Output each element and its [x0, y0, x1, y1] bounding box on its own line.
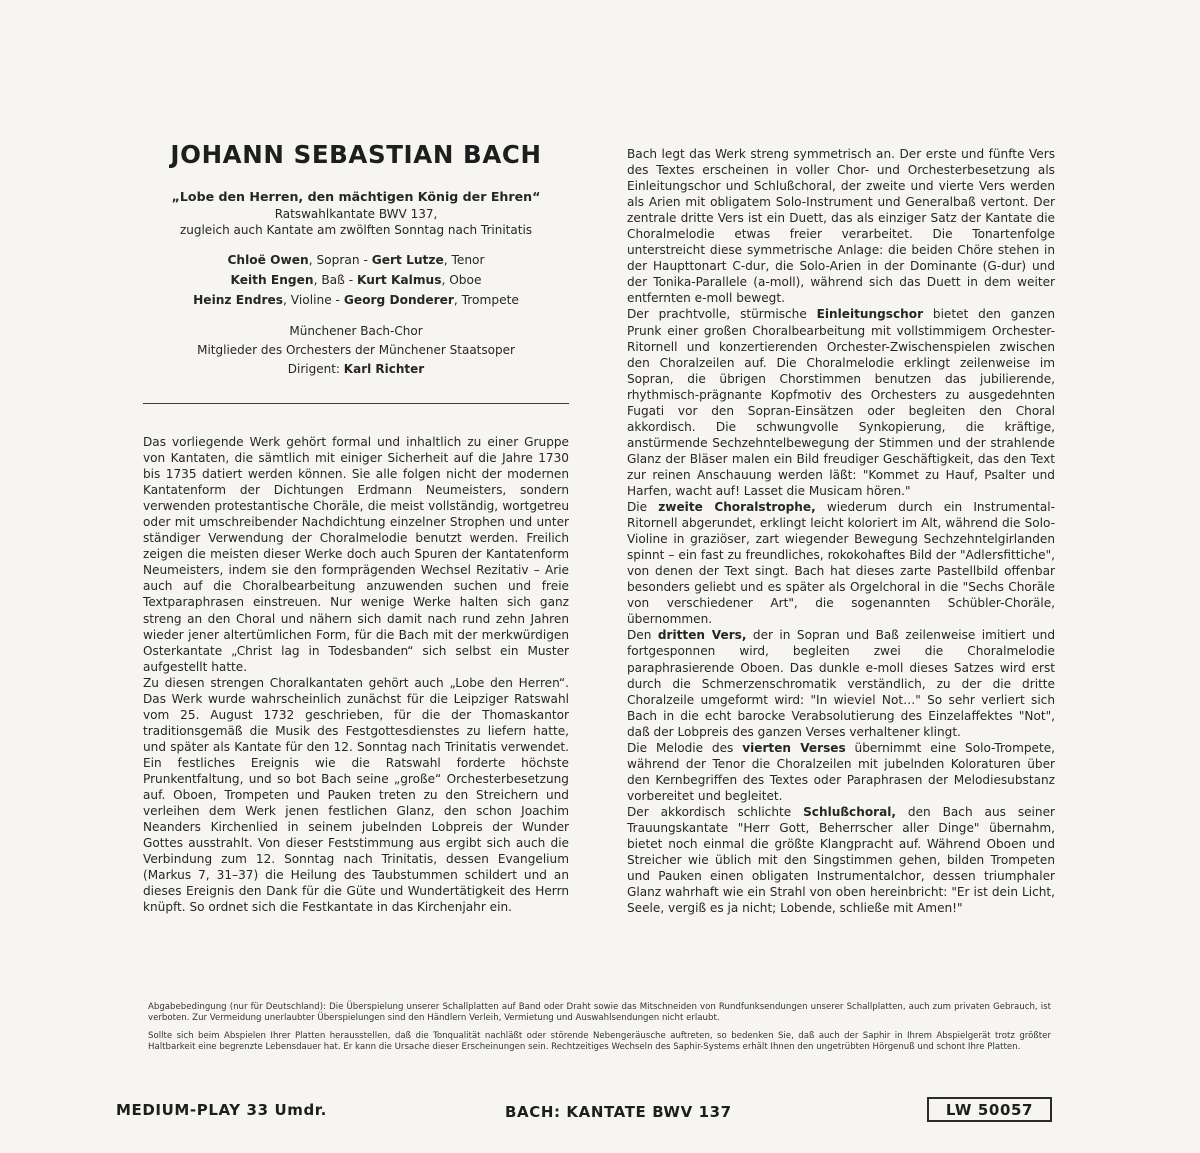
section-divider	[143, 403, 569, 404]
cast-line	[143, 270, 569, 290]
liner-notes-left	[143, 434, 569, 915]
performer-name: Keith Engen	[230, 273, 314, 287]
conductor-credit	[143, 360, 569, 379]
left-column	[143, 140, 569, 915]
performer-role: , Baß -	[313, 273, 357, 287]
performer-role: , Violine -	[283, 293, 344, 307]
work-subtitle-1: Ratswahlkantate BWV 137,	[274, 207, 438, 221]
conductor-name: Karl Richter	[343, 362, 425, 376]
movement-highlight: zweite Choralstrophe,	[658, 500, 816, 515]
movement-highlight: dritten Vers,	[657, 628, 747, 643]
paragraph: Bach legt das Werk streng symmetrisch an. Der erste und fünfte Vers des Textes erscheinen in voller Chor- und Orchesterbesetzung als Einleitungschor und Schlußchoral, der zweite und vierte Vers werden als Arien mit obligatem Solo-Instrument und Generalbaß vertont. Der zentrale dritte Vers ist ein Duett, das als einziger Satz der Kantate die Choralmelodie etwas freier verarbeitet. Die Tonartenfolge unterstreicht diese symmetrische Anlage: die beiden Chöre stehen in der Haupttonart C-dur, die Solo-Arien in der Dominante (G-dur) und der Tonika-Parallele (a-moll), während sich das Duett in dem weiter entfernten e-moll bewegt.	[627, 147, 1055, 306]
playback-format: MEDIUM-PLAY 33 Umdr.	[116, 1101, 327, 1119]
catalog-number: LW 50057	[945, 1100, 1034, 1119]
paragraph: Den dritten Vers, der in Sopran und Baß zeilenweise imitiert und fortgesponnen wird, begleiten zwei die Choralmelodie paraphrasierende Oboen. Das dunkle e-moll dieses Satzes wird erst durch die Schmerzenschromatik verständlich, zu der die dritte Choralzeile umgeformt wird: "In wieviel Not…" So sehr verliert sich Bach in die echt barocke Verabsolutierung des Einzelaffektes "Not", daß der Lobpreis des ganzen Verses verhaltener klingt.	[627, 628, 1056, 739]
copy-restriction-note: Abgabebedingung (nur für Deutschland): Die Überspielung unserer Schallplatten auf Band oder Draht sowie das Mitschneiden von Rundfunksendungen unserer Schallplatten, auch zum privaten Gebrauch, ist verboten. Zur Vermeidung unerlaubter Überspielungen sind den Händlern Verleih, Vermietung und Auswahlsendungen nicht erlaubt.	[148, 1002, 1051, 1023]
performer-name: Gert Lutze	[371, 253, 444, 267]
choir-credit: Münchener Bach-Chor	[289, 324, 423, 338]
work-subtitle-2: zugleich auch Kantate am zwölften Sonntag nach Trinitatis	[179, 223, 533, 237]
performer-name: Georg Donderer	[343, 293, 454, 307]
paragraph: Das vorliegende Werk gehört formal und inhaltlich zu einer Gruppe von Kantaten, die sämtlich mit einiger Sicherheit auf die Jahre 1730 bis 1735 datiert werden können. Sie alle folgen nicht der modernen Kantatenform der Dichtungen Erdmann Neumeisters, sondern verwenden protestantische Choräle, die meist vollständig, wortgetreu oder mit umschreibender Nachdichtung einzelner Strophen und unter ständiger Verwendung der Choralmelodie benutzt werden. Freilich zeigen die meisten dieser Werke doch auch Spuren der Kantatenform Neumeisters, indem sie den formprägenden Wechsel Rezitativ – Arie auch auf die Choralbearbeitung anzuwenden suchen und freie Textparaphrasen einstreuen. Nur wenige Werke halten sich ganz streng an den Choral und nähern sich damit nach rund zehn Jahren wieder jener altertümlichen Form, für die Bach mit der merkwürdigen Osterkantate „Christ lag in Todesbanden“ sich selbst ein Muster aufgestellt hatte.	[143, 435, 569, 674]
legal-notice	[148, 1002, 1051, 1052]
performer-name: Heinz Endres	[193, 293, 284, 307]
movement-highlight: vierten Verses	[742, 740, 846, 755]
cast-line	[143, 250, 569, 270]
paragraph: Die zweite Choralstrophe, wiederum durch ein Instrumental-Ritornell abgerundet, erklingt leicht koloriert im Alt, während die Solo-Violine in graziöser, zart wiegender Bewegung Sechzehntelgirlanden spinnt – ein fast zu freundliches, rokokohaftes Bild der "Adlersfittiche", von denen der Text singt. Bach hat dieses zarte Pastellbild offenbar besonders geliebt und es später als Orgelchoral in die "Sechs Choräle von verschiedener Art", die sogenannten Schübler-Choräle, übernommen.	[627, 500, 1055, 627]
movement-highlight: Einleitungschor	[816, 307, 924, 322]
paragraph: Zu diesen strengen Choralkantaten gehört auch „Lobe den Herren“. Das Werk wurde wahrscheinlich zunächst für die Leipziger Ratswahl vom 25. August 1732 geschrieben, für die der Thomaskantor traditionsgemäß die Musik des Festgottesdienstes zu liefern hatte, und später als Kantate für den 12. Sonntag nach Trinitatis verwendet. Ein festliches Ereignis wie die Ratswahl forderte höchste Prunkentfaltung, und so bot Bach seine „große“ Orchesterbesetzung auf. Oboen, Trompeten und Pauken treten zu den Streichern und verleihen dem Werk jenen festlichen Glanz, den schon Joachim Neanders Kirchenlied in seinem jubelnden Lobpreis der Wunder Gottes ausstrahlt. Von dieser Feststimmung aus ergibt sich auch die Verbindung zum 12. Sonntag nach Trinitatis, dessen Evangelium (Markus 7, 31–37) die Heilung des Taubstummen schildert und an dieses Ereignis den Dank für die Güte und Wundertätigkeit des Herrn knüpft. So ordnet sich die Festkantate in das Kirchenjahr ein.	[143, 675, 569, 915]
movement-highlight: Schlußchoral,	[803, 804, 896, 819]
performer-role: , Sopran -	[308, 253, 372, 267]
liner-notes-right	[627, 146, 1055, 916]
paragraph: Der prachtvolle, stürmische Einleitungschor bietet den ganzen Prunk einer großen Choralbearbeitung mit vollstimmigem Orchester-Ritornell und konzertierenden Orchester-Zwischenspielen zwischen den Choralzeilen auf. Die Choralmelodie erklingt zeilenweise im Sopran, die übrigen Chorstimmen benutzen das jubilierende, rhythmisch-prägnante Kopfmotiv des Orchesters zu ausgedehnten Fugati vor den Sopran-Einsätzen oder begleiten den Choral akkordisch. Die schwungvolle Synkopierung, die kräftige, anstürmende Sechzehntelbewegung der Stimmen und der strahlende Glanz der Bläser malen ein Bild freudiger Geschäftigkeit, das den Text zur reinen Anschauung werden läßt: "Kommet zu Hauf, Psalter und Harfen, wacht auf! Lasset die Musicam hören."	[627, 307, 1055, 498]
stylus-care-note: Sollte sich beim Abspielen Ihrer Platten herausstellen, daß die Tonqualität nachläßt oder störende Nebengeräusche auftreten, so bedenken Sie, daß auch der Saphir in Ihrem Abspielgerät trotz größter Haltbarkeit eine begrenzte Lebensdauer hat. Er kann die Ursache dieser Erscheinungen sein. Rechtzeitiges Wechseln des Saphir-Systems erhält Ihnen den ungetrübten Hörgenuß und schont Ihre Platten.	[148, 1031, 1051, 1052]
performer-role: , Trompete	[453, 293, 519, 307]
record-title: BACH: KANTATE BWV 137	[505, 1103, 732, 1121]
performer-role: , Tenor	[443, 253, 485, 267]
cast-line	[143, 290, 569, 310]
conductor-label: Dirigent:	[287, 362, 344, 376]
paragraph: Die Melodie des vierten Verses übernimmt eine Solo-Trompete, während der Tenor die Choralzeilen mit jubelnden Koloraturen über den Kernbegriffen des Textes oder Paraphrasen der Melodiesubstanz vorbereitet und begleitet.	[627, 740, 1055, 803]
catalog-number-box	[927, 1097, 1052, 1122]
orchestra-credit: Mitglieder des Orchesters der Münchener Staatsoper	[197, 343, 515, 357]
paragraph: Der akkordisch schlichte Schlußchoral, den Bach aus seiner Trauungskantate "Herr Gott, Beherrscher aller Dinge" übernahm, bietet noch einmal die größte Klangpracht auf. Während Oboen und Streicher wie üblich mit den Singstimmen gehen, bilden Trompeten und Pauken einen obligaten Instrumentalchor, dessen triumphaler Glanz wahrhaft wie ein Strahl von oben hereinbricht: "Er ist dein Licht, Seele, vergiß es ja nicht; Lobende, schließe mit Amen!"	[627, 804, 1055, 916]
performer-name: Kurt Kalmus	[356, 273, 442, 287]
work-title: „Lobe den Herren, den mächtigen König der Ehren“	[171, 189, 541, 204]
performer-name: Chloë Owen	[227, 253, 309, 267]
cast-list	[143, 250, 569, 310]
composer-heading: JOHANN SEBASTIAN BACH	[170, 140, 542, 169]
ensemble-credits	[143, 322, 569, 379]
performer-role: , Oboe	[441, 273, 482, 287]
